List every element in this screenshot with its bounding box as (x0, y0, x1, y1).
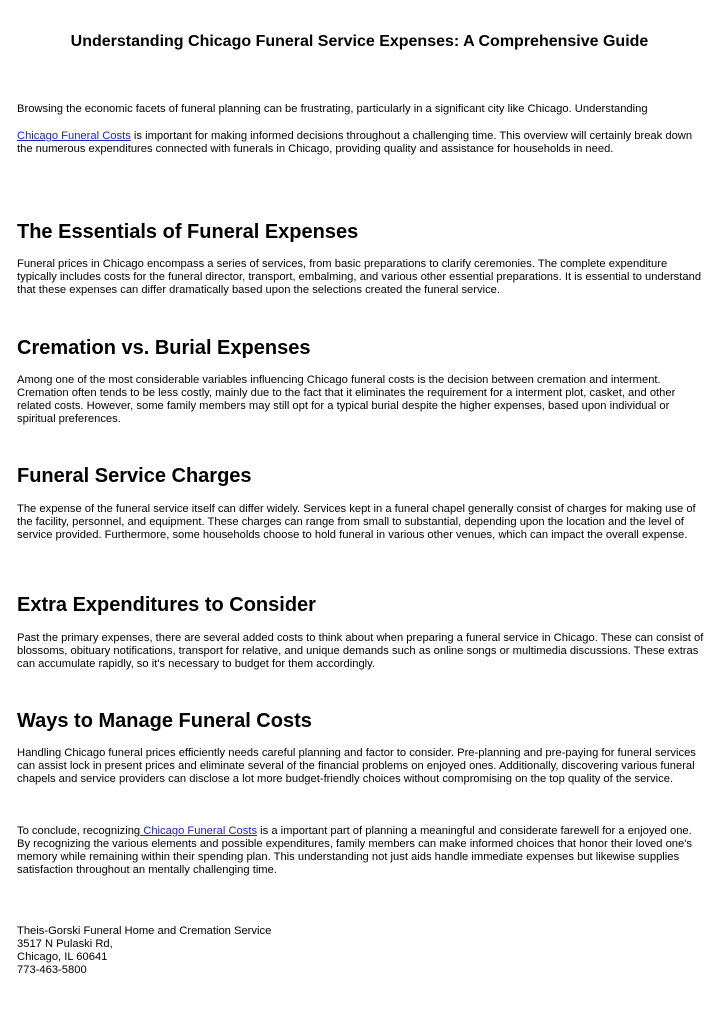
conclusion-paragraph (17, 825, 707, 877)
page-title: Understanding Chicago Funeral Service Expenses: A Comprehensive Guide (70, 33, 649, 50)
section-body-extra-expenditures: Past the primary expenses, there are several added costs to think about when preparing a funeral service in Chicago. These can consist of blossoms, obituary notifications, transport for relative, and unique demands such as online songs or multimedia discussions. These extras can accumulate rapidly, so it's necessary to budget for them accordingly. (17, 632, 704, 670)
section-heading-extra-expenditures: Extra Expenditures to Consider (17, 594, 316, 616)
city-state-zip: Chicago, IL 60641 (17, 951, 108, 963)
address-block (17, 925, 271, 977)
section-body-service-charges: The expense of the funeral service itself can differ widely. Services kept in a funeral chapel generally consist of charges for making use of the facility, personnel, and equipment. These charges can range from small to substantial, depending upon the location and the level of service provided. Furthermore, some households choose to hold funeral in various other venues, which can impact the overall expense. (17, 503, 696, 541)
section-body-manage-costs: Handling Chicago funeral prices efficiently needs careful planning and factor to consider. Pre-planning and pre-paying for funeral services can assist lock in present prices and eliminate several of the financial problems on enjoyed ones. Additionally, discovering various funeral chapels and service providers can disclose a lot more budget-friendly choices without compromising on the top quality of the service. (17, 747, 696, 785)
section-body-essentials: Funeral prices in Chicago encompass a series of services, from basic preparations to clarify ceremonies. The complete expenditure typically includes costs for the funeral director, transport, embalming, and various other essential preparations. It is essential to understand that these expenses can differ dramatically based upon the selections created the funeral service. (17, 258, 702, 296)
intro-rest: is important for making informed decisions throughout a challenging time. This overview will certainly break down the numerous expenditures connected with funerals in Chicago, providing quality and assistance for households in need. (17, 130, 693, 155)
chicago-funeral-costs-link[interactable]: Chicago Funeral Costs (17, 130, 131, 142)
street-address: 3517 N Pulaski Rd, (17, 938, 113, 950)
conclusion-prefix: To conclude, recognizing (17, 825, 141, 837)
business-name: Theis-Gorski Funeral Home and Cremation Service (17, 925, 272, 937)
section-heading-essentials: The Essentials of Funeral Expenses (17, 221, 359, 243)
section-heading-cremation-burial: Cremation vs. Burial Expenses (17, 337, 311, 359)
section-heading-manage-costs: Ways to Manage Funeral Costs (17, 710, 312, 732)
section-heading-service-charges: Funeral Service Charges (17, 465, 252, 487)
intro-line: Browsing the economic facets of funeral planning can be frustrating, particularly in a significant city like Chicago. Understanding (17, 103, 648, 115)
chicago-funeral-costs-link-2[interactable]: Chicago Funeral Costs (140, 825, 258, 837)
intro-paragraph (17, 130, 707, 156)
section-body-cremation-burial: Among one of the most considerable variables influencing Chicago funeral costs is the decision between cremation and interment. Cremation often tends to be less costly, mainly due to the fact that it eliminates the requirement for a interment plot, casket, and other related costs. However, some family members may still opt for a typical burial despite the higher expenses, based upon individual or spiritual preferences. (17, 374, 676, 425)
conclusion-rest: is a important part of planning a meaningful and considerate farewell for a enjoyed one. By recognizing the various elements and possible expenditures, family members can make informed choices that honor their loved one's memory while remaining within their spending plan. This understanding not just aids handle immediate expenses but likewise supplies satisfaction throughout an mentally challenging time. (17, 825, 692, 876)
phone-number: 773-463-5800 (17, 964, 87, 976)
